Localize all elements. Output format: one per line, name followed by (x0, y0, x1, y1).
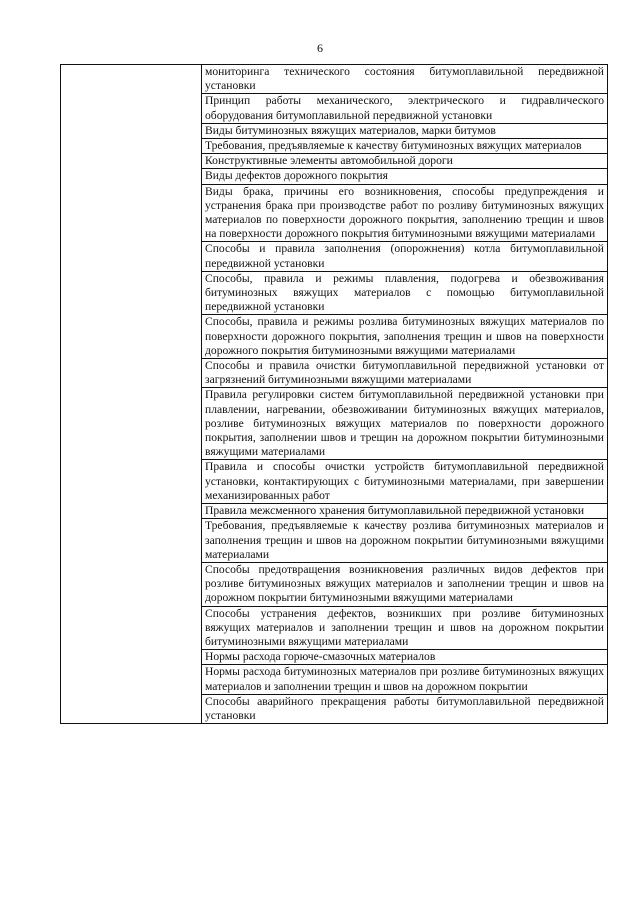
table-cell: Правила и способы очистки устройств битумоплавильной передвижной установки, контактирующих с битуминозными материалами, при завершении механизированных работ (202, 460, 608, 504)
knowledge-table (60, 64, 608, 724)
table-cell: Способы, правила и режимы плавления, подогрева и обезвоживания битуминозных вяжущих материалов с помощью битумоплавильной передвижной установки (202, 271, 608, 315)
table-cell: мониторинга технического состояния битумоплавильной передвижной установки (202, 65, 608, 94)
table-cell: Виды дефектов дорожного покрытия (202, 169, 608, 184)
table-cell: Принцип работы механического, электрического и гидравлического оборудования битумоплавильной передвижной установки (202, 94, 608, 123)
table-cell: Способы аварийного прекращения работы битумоплавильной передвижной установки (202, 694, 608, 723)
table-cell: Правила регулировки систем битумоплавильной передвижной установки при плавлении, нагревании, обезвоживании битуминозных вяжущих материалов, розливе битуминозных вяжущих материалов по поверхности дорожного покрытия, заполнении швов и трещин на дорожном покрытии битуминозными вяжущими материалами (202, 388, 608, 460)
table-cell: Требования, предъявляемые к качеству битуминозных вяжущих материалов (202, 139, 608, 154)
page-number: 6 (317, 41, 323, 55)
table-cell: Конструктивные элементы автомобильной дороги (202, 154, 608, 169)
table-cell: Способы и правила очистки битумоплавильной передвижной установки от загрязнений битуминозными вяжущими материалами (202, 359, 608, 388)
table-cell: Нормы расхода горюче-смазочных материалов (202, 650, 608, 665)
table-cell: Требования, предъявляемые к качеству розлива битуминозных материалов и заполнения трещин и швов на дорожном покрытии битуминозными вяжущими материалами (202, 519, 608, 563)
table-row (61, 65, 608, 94)
table-cell: Виды брака, причины его возникновения, способы предупреждения и устранения брака при производстве работ по розливу битуминозных вяжущих материалов по поверхности дорожного покрытия, заполнению трещин и швов на поверхности дорожного покрытия битуминозными вяжущими материалами (202, 184, 608, 242)
table-cell: Способы, правила и режимы розлива битуминозных вяжущих материалов по поверхности дорожного покрытия, заполнения трещин и швов на поверхности дорожного покрытия битуминозными вяжущими материалами (202, 315, 608, 359)
table-cell: Виды битуминозных вяжущих материалов, марки битумов (202, 123, 608, 138)
table-cell: Способы устранения дефектов, возникших при розливе битуминозных вяжущих материалов и заполнении трещин и швов на дорожном покрытии битуминозными вяжущими материалами (202, 606, 608, 650)
table-cell: Способы и правила заполнения (опорожнения) котла битумоплавильной передвижной установки (202, 242, 608, 271)
table-cell: Способы предотвращения возникновения различных видов дефектов при розливе битуминозных вяжущих материалов и заполнении трещин и швов на дорожном покрытии битуминозными вяжущими материалами (202, 562, 608, 606)
left-column-cell (61, 65, 202, 724)
table-cell: Нормы расхода битуминозных материалов при розливе битуминозных вяжущих материалов и заполнении трещин и швов на дорожном покрытии (202, 665, 608, 694)
table-cell: Правила межсменного хранения битумоплавильной передвижной установки (202, 504, 608, 519)
